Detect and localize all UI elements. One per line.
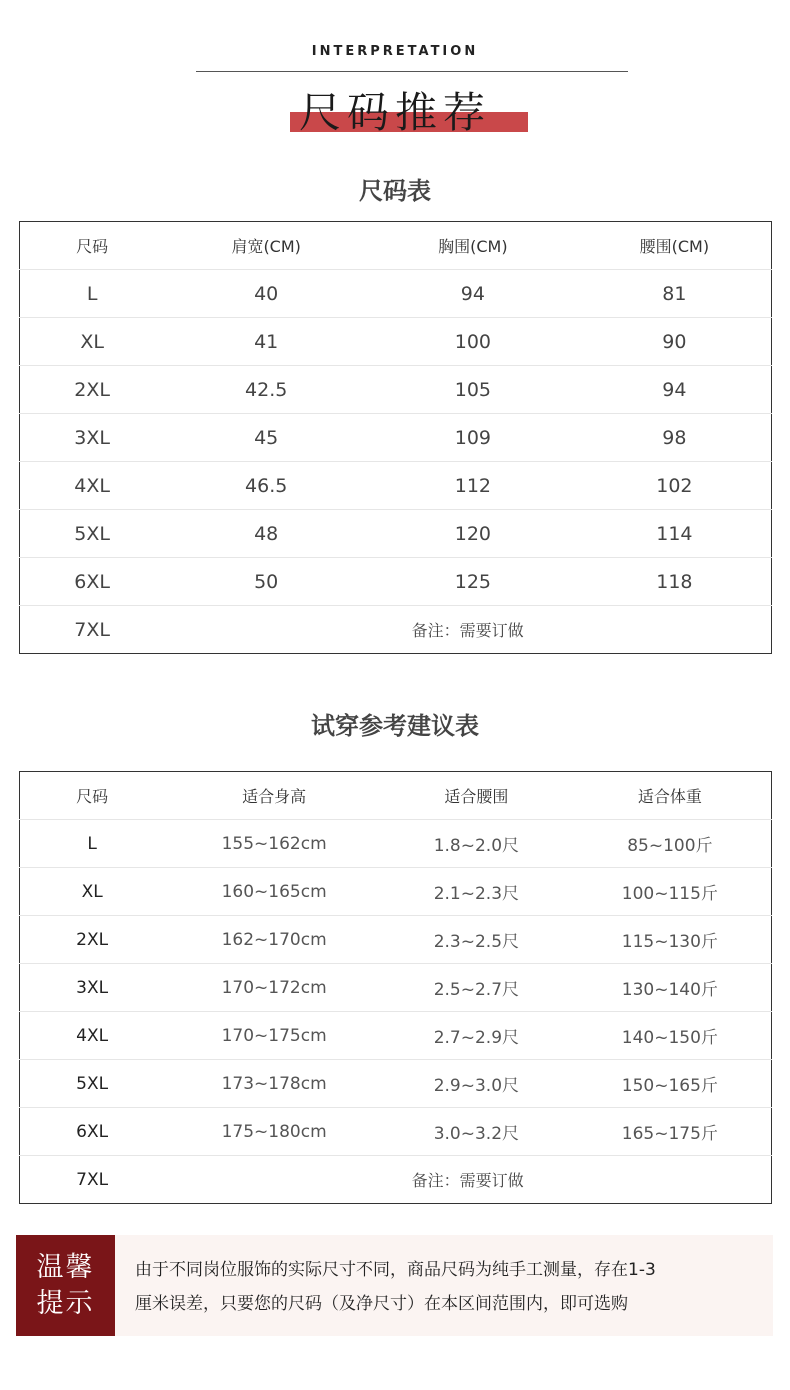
height-cell: 155~162cm	[164, 820, 384, 868]
chest-cell: 94	[368, 270, 578, 318]
chest-cell: 112	[368, 462, 578, 510]
table-row	[20, 318, 772, 366]
size-cell: XL	[20, 318, 165, 366]
size-cell: 7XL	[74, 618, 110, 641]
waist-cell: 2.9~3.0尺	[384, 1060, 569, 1108]
table-row	[20, 820, 772, 868]
size-cell: 2XL	[20, 916, 165, 964]
size-chart-table	[19, 221, 772, 654]
waist-cell: 94	[578, 366, 772, 414]
chest-cell: 109	[368, 414, 578, 462]
table-row	[20, 1012, 772, 1060]
size-cell: L	[20, 820, 165, 868]
chest-cell: 125	[368, 558, 578, 606]
size-cell: 4XL	[20, 462, 165, 510]
header-cell: 适合身高	[164, 772, 384, 820]
waist-cell: 114	[578, 510, 772, 558]
page-title: 尺码推荐	[298, 88, 491, 137]
size-cell: 3XL	[20, 414, 165, 462]
table-row	[20, 510, 772, 558]
height-cell: 175~180cm	[164, 1108, 384, 1156]
header-cell: 胸围(CM)	[368, 222, 578, 270]
tip-box	[16, 1235, 773, 1336]
table-row-custom	[20, 1156, 772, 1204]
custom-order-note: 备注：需要订做	[411, 1171, 524, 1190]
custom-order-note: 备注：需要订做	[411, 621, 524, 640]
weight-cell: 115~130斤	[569, 916, 772, 964]
fit-chart-title: 试穿参考建议表	[311, 712, 479, 740]
table-row	[20, 916, 772, 964]
shoulder-cell: 42.5	[164, 366, 368, 414]
table-header-row	[20, 772, 772, 820]
shoulder-cell: 50	[164, 558, 368, 606]
size-cell: XL	[20, 868, 165, 916]
chest-cell: 105	[368, 366, 578, 414]
table-row	[20, 270, 772, 318]
size-cell: L	[20, 270, 165, 318]
tip-text	[115, 1235, 773, 1336]
tip-label-line2: 提示	[36, 1287, 95, 1319]
table-row	[20, 366, 772, 414]
size-cell: 7XL	[76, 1169, 109, 1190]
waist-cell: 3.0~3.2尺	[384, 1108, 569, 1156]
shoulder-cell: 46.5	[164, 462, 368, 510]
table-row	[20, 1108, 772, 1156]
size-cell: 3XL	[20, 964, 165, 1012]
height-cell: 173~178cm	[164, 1060, 384, 1108]
height-cell: 160~165cm	[164, 868, 384, 916]
table-row	[20, 964, 772, 1012]
weight-cell: 165~175斤	[569, 1108, 772, 1156]
weight-cell: 140~150斤	[569, 1012, 772, 1060]
height-cell: 170~172cm	[164, 964, 384, 1012]
size-cell: 5XL	[20, 510, 165, 558]
waist-cell: 81	[578, 270, 772, 318]
table-row-custom	[20, 606, 772, 654]
waist-cell: 2.1~2.3尺	[384, 868, 569, 916]
shoulder-cell: 45	[164, 414, 368, 462]
chest-cell: 120	[368, 510, 578, 558]
size-cell: 5XL	[20, 1060, 165, 1108]
table-header-row	[20, 222, 772, 270]
waist-cell: 2.3~2.5尺	[384, 916, 569, 964]
tip-text-line2: 厘米误差，只要您的尺码（及净尺寸）在本区间范围内，即可选购	[135, 1294, 628, 1314]
weight-cell: 100~115斤	[569, 868, 772, 916]
table-row	[20, 868, 772, 916]
size-cell: 4XL	[20, 1012, 165, 1060]
header-cell: 适合腰围	[384, 772, 569, 820]
size-cell: 6XL	[20, 1108, 165, 1156]
waist-cell: 1.8~2.0尺	[384, 820, 569, 868]
shoulder-cell: 40	[164, 270, 368, 318]
waist-cell: 102	[578, 462, 772, 510]
table-row	[20, 1060, 772, 1108]
height-cell: 170~175cm	[164, 1012, 384, 1060]
waist-cell: 98	[578, 414, 772, 462]
table-row	[20, 462, 772, 510]
weight-cell: 85~100斤	[569, 820, 772, 868]
header-cell: 尺码	[20, 772, 165, 820]
waist-cell: 90	[578, 318, 772, 366]
tip-text-line1: 由于不同岗位服饰的实际尺寸不同，商品尺码为纯手工测量，存在1-3	[135, 1260, 656, 1280]
header-cell: 尺码	[20, 222, 165, 270]
waist-cell: 118	[578, 558, 772, 606]
shoulder-cell: 48	[164, 510, 368, 558]
height-cell: 162~170cm	[164, 916, 384, 964]
waist-cell: 2.5~2.7尺	[384, 964, 569, 1012]
weight-cell: 150~165斤	[569, 1060, 772, 1108]
chest-cell: 100	[368, 318, 578, 366]
table-row	[20, 414, 772, 462]
fit-chart-table	[19, 771, 772, 1204]
header-divider	[196, 71, 628, 72]
tip-label-line1: 温馨	[36, 1251, 95, 1283]
size-chart-title: 尺码表	[359, 177, 431, 205]
header-en: INTERPRETATION	[311, 44, 479, 59]
size-cell: 2XL	[20, 366, 165, 414]
waist-cell: 2.7~2.9尺	[384, 1012, 569, 1060]
header-cell: 肩宽(CM)	[164, 222, 368, 270]
header-cell: 腰围(CM)	[578, 222, 772, 270]
size-cell: 6XL	[20, 558, 165, 606]
tip-label	[16, 1235, 115, 1336]
header-cell: 适合体重	[569, 772, 772, 820]
table-row	[20, 558, 772, 606]
weight-cell: 130~140斤	[569, 964, 772, 1012]
shoulder-cell: 41	[164, 318, 368, 366]
